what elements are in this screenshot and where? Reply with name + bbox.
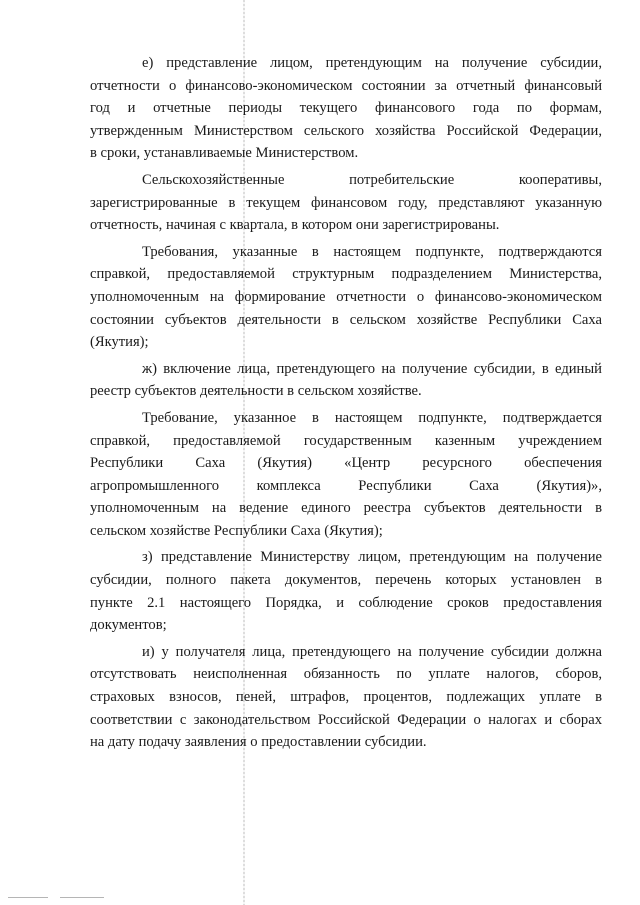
paragraph-i — [90, 641, 602, 754]
paragraph-line: справкой, предоставляемой государственным казенным учреждением — [90, 432, 602, 449]
paragraph-line: пункте 2.1 настоящего Порядка, и соблюдение сроков предоставления — [90, 594, 602, 611]
paragraph-line: реестр субъектов деятельности в сельском хозяйстве. — [90, 383, 422, 400]
paragraph-line: отчетности о финансово-экономическом состоянии за отчетный финансовый — [90, 77, 602, 94]
paragraph-zh — [90, 358, 602, 403]
paragraph-line: отсутствовать неисполненная обязанность по уплате налогов, сборов, — [90, 666, 602, 683]
paragraph-line: сельском хозяйстве Республики Саха (Якутия); — [90, 522, 383, 539]
paragraph-line: в сроки, устанавливаемые Министерством. — [90, 145, 359, 162]
paragraph-line: уполномоченным на ведение единого реестра субъектов деятельности в — [90, 500, 602, 517]
paragraph-line: Сельскохозяйственные потребительские кооперативы, — [142, 171, 602, 188]
paragraph-line: состоянии субъектов деятельности в сельском хозяйстве Республики Саха — [90, 311, 602, 328]
scan-footer-marks — [8, 897, 118, 900]
paragraph-line: отчетность, начиная с квартала, в котором они зарегистрированы. — [90, 217, 500, 234]
paragraph-cooperatives — [90, 169, 602, 237]
paragraph-line: (Якутия); — [90, 334, 149, 351]
paragraph-e — [90, 52, 602, 165]
paragraph-requirements-1 — [90, 241, 602, 354]
paragraph-line: субсидии, полного пакета документов, перечень которых установлен в — [90, 572, 602, 589]
paragraph-line: справкой, предоставляемой структурным подразделением Министерства, — [90, 266, 602, 283]
paragraph-line: Республики Саха (Якутия) «Центр ресурсного обеспечения — [90, 455, 602, 472]
paragraph-line: Требования, указанные в настоящем подпункте, подтверждаются — [142, 243, 602, 260]
paragraph-z — [90, 546, 602, 636]
paragraph-line: страховых взносов, пеней, штрафов, процентов, подлежащих уплате в — [90, 689, 602, 706]
paragraph-line: ж) включение лица, претендующего на получение субсидии, в единый — [142, 360, 602, 377]
paragraph-line: агропромышленного комплекса Республики Саха (Якутия)», — [90, 477, 602, 494]
paragraph-line: документов; — [90, 617, 167, 634]
paragraph-line: утвержденным Министерством сельского хозяйства Российской Федерации, — [90, 122, 602, 139]
paragraph-line: соответствии с законодательством Российской Федерации о налогах и сборах — [90, 711, 602, 728]
paragraph-line: уполномоченным на формирование отчетности о финансово-экономическом — [90, 288, 602, 305]
scan-mark — [8, 897, 48, 898]
paragraph-line: з) представление Министерству лицом, претендующим на получение — [142, 549, 602, 566]
scan-mark — [60, 897, 104, 898]
document-body — [90, 52, 602, 754]
paragraph-line: е) представление лицом, претендующим на получение субсидии, — [142, 55, 602, 71]
paragraph-line: год и отчетные периоды текущего финансового года по формам, — [90, 100, 602, 117]
paragraph-line: на дату подачу заявления о предоставлении субсидии. — [90, 734, 427, 751]
paragraph-line: зарегистрированные в текущем финансовом году, представляют указанную — [90, 194, 602, 211]
paragraph-requirements-2 — [90, 407, 602, 543]
paragraph-line: и) у получателя лица, претендующего на получение субсидии должна — [142, 643, 602, 660]
paragraph-line: Требование, указанное в настоящем подпункте, подтверждается — [142, 409, 602, 426]
